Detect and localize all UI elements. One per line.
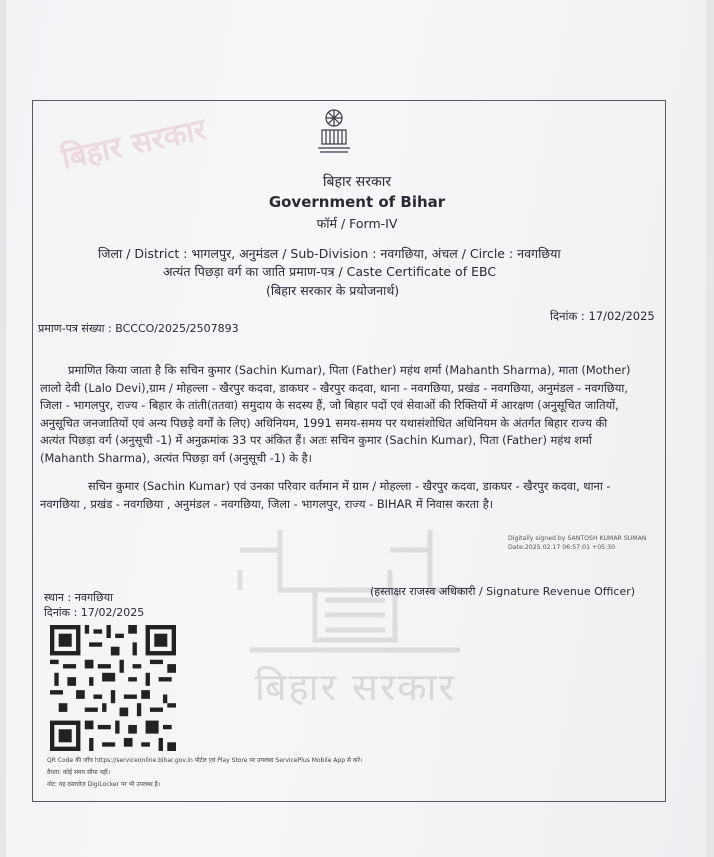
paragraph-line: नवगछिया , प्रखंड - नवगछिया , अनुमंडल - नवगछिया, जिला - भागलपुर, राज्य - BIHAR में निवास करता है।	[40, 496, 494, 511]
place-label: स्थान : नवगछिया	[44, 591, 113, 604]
paragraph-line: जिला - भागलपुर, राज्य - बिहार के तांती(ततवा) समुदाय के सदस्य हैं, जो बिहार पदों एवं सेवाओं की रिक्तियों में आरक्षण (अनुसूचित जातियों,	[40, 398, 619, 412]
certification-paragraph	[40, 362, 660, 467]
certificate-number: प्रमाण-पत्र संख्या : BCCCO/2025/2507893	[38, 322, 239, 335]
purpose-line: (बिहार सरकार के प्रयोजनार्थ)	[266, 283, 400, 298]
certificate-title: अत्यंत पिछड़ा वर्ग का जाति प्रमाण-पत्र / Caste Certificate of EBC	[163, 264, 497, 279]
signature-label: (हस्ताक्षर राजस्व अधिकारी / Signature Revenue Officer)	[370, 585, 636, 598]
bihar-emblem-icon	[308, 104, 360, 156]
digital-signature-date: Date:2025.02.17 06:57:01 +05:30	[508, 544, 616, 551]
paragraph-line: (Mahanth Sharma), अत्यंत पिछड़ा वर्ग (अनुसूची -1) के है।	[40, 450, 312, 465]
bottom-date: दिनांक : 17/02/2025	[44, 606, 145, 619]
govt-english-heading: Government of Bihar	[268, 193, 446, 211]
residence-paragraph	[40, 478, 660, 513]
paragraph-line: सचिन कुमार (Sachin Kumar) एवं उनका परिवार वर्तमान में ग्राम / मोहल्ला - खैरपुर कदवा, डाकघर - खैरपुर कदवा, थाना -	[88, 479, 611, 493]
district-line: जिला / District : भागलपुर, अनुमंडल / Sub-Division : नवगछिया, अंचल / Circle : नवगछिया	[98, 246, 561, 261]
paragraph-line: अनुसूचित जनजातियों एवं अन्य पिछड़े वर्गों के लिए) अधिनियम, 1991 समय-समय पर यथासंशोधित अधिनियम के अंतर्गत बिहार राज्य की	[40, 415, 608, 430]
paragraph-line: लालो देवी (Lalo Devi),ग्राम / मोहल्ला - खैरपुर कदवा, डाकघर - खैरपुर कदवा, थाना - नवगछिया, प्रखंड - नवगछिया, अनुमंडल - नवगछिया,	[40, 380, 628, 395]
paragraph-line: अत्यंत पिछड़ा वर्ग (अनुसूची -1) में अनुक्रमांक 33 पर अंकित हैं। अतः सचिन कुमार (Sachin Kumar), पिता (Father) महंथ शर्मा	[40, 433, 592, 447]
digital-signature-name: Digitally signed by SANTOSH KUMAR SUMAN	[508, 535, 647, 542]
govt-hindi-heading: बिहार सरकार	[322, 174, 392, 190]
digilocker-note: नोट: यह दस्तावेज़ DigiLocker पर भी उपलब्ध है।	[47, 781, 161, 788]
faded-stamp: बिहार सरकार	[58, 112, 210, 177]
watermark-text: बिहार सरकार	[255, 665, 456, 709]
form-number: फॉर्म / Form-IV	[316, 216, 398, 231]
qr-verification-note: QR Code की जाँच https://serviceonline.bihar.gov.in पोर्टल एवं Play Store पर उपलब्ध ServicePlus Mobile App से करें।	[47, 757, 363, 764]
qr-code-icon	[50, 625, 176, 751]
issue-date: दिनांक : 17/02/2025	[550, 309, 655, 323]
paragraph-line: प्रमाणित किया जाता है कि सचिन कुमार (Sachin Kumar), पिता (Father) महंथ शर्मा (Mahanth Sharma), माता (Mother)	[68, 363, 631, 377]
validity-note: वैधता: कोई समय सीमा नहीं।	[47, 769, 110, 776]
